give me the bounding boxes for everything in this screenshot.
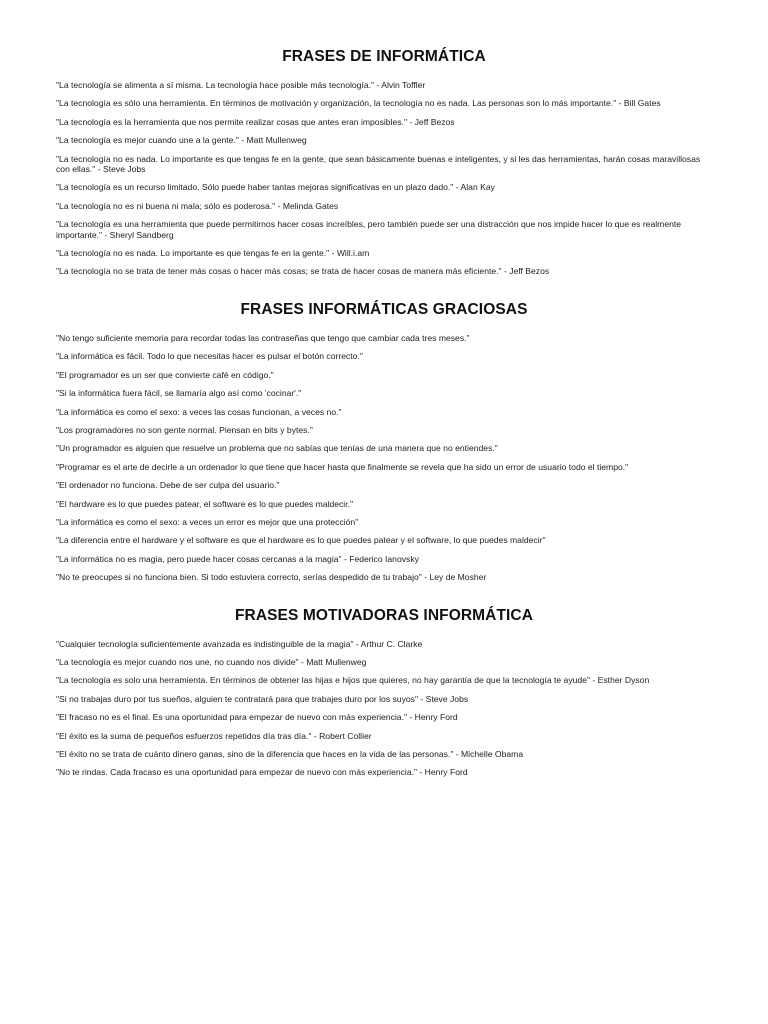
quote-item: "El fracaso no es el final. Es una oportunidad para empezar de nuevo con más experiencia." - Henry Ford [56,712,458,723]
quote-item: "La tecnología se alimenta a sí misma. La tecnología hace posible más tecnología." - Alvin Toffler [56,80,426,90]
section-frases-de-informatica [56,46,712,277]
quote-item: "No te preocupes si no funciona bien. Si todo estuviera correcto, serías despedido de tu trabajo" - Ley de Mosher [56,572,487,583]
quote-item: "La tecnología es mejor cuando nos une, no cuando nos divide" - Matt Mullenweg [56,656,367,667]
quote-item: "Los programadores no son gente normal. Piensan en bits y bytes." [56,424,313,435]
quote-item: "La tecnología es solo una herramienta. En términos de obtener las hijas e hijos que quieres, no hay garantía de que la tecnología te ayude" - Esther Dyson [56,675,650,686]
quote-item: "La tecnología es sólo una herramienta. En términos de motivación y organización, la tecnología no es nada. Las personas son lo más importante." - Bill Gates [56,98,661,109]
quote-item: "La informática es como el sexo: a veces un error es mejor que una protección" [56,516,359,527]
quote-item: "Cualquier tecnología suficientemente avanzada es indistinguible de la magia" - Arthur C. Clarke [56,638,423,649]
quote-item: "La tecnología no se trata de tener más cosas o hacer más cosas; se trata de hacer cosas de manera más eficiente." - Jeff Bezos [56,266,550,277]
quote-item: "El ordenador no funciona. Debe de ser culpa del usuario." [56,480,280,491]
quote-list [56,333,712,583]
section-title: FRASES INFORMÁTICAS GRACIOSAS [240,300,528,318]
quote-item: "Un programador es alguien que resuelve un problema que no sabías que tenías de una manera que no entiendes." [56,443,498,454]
quote-item: "La tecnología es un recurso limitado. Sólo puede haber tantas mejoras significativas en un plazo dado." - Alan Kay [56,182,495,193]
quote-item: "La tecnología no es nada. Lo importante es que tengas fe en la gente, que sean básicamente buenas e inteligentes, y si les das herramientas, harán cosas maravillosas con ellas." - Steve Jobs [56,153,701,175]
quote-item: "El éxito no se trata de cuánto dinero ganas, sino de la diferencia que haces en la vida de las personas." - Michelle Obama [56,749,524,759]
quote-item: "No te rindas. Cada fracaso es una oportunidad para empezar de nuevo con más experiencia." - Henry Ford [56,767,468,778]
section-frases-informaticas-graciosas [56,299,712,583]
section-title: FRASES DE INFORMÁTICA [282,48,486,65]
quote-item: "Si no trabajas duro por tus sueños, alguien te contratará para que trabajes duro por los suyos" - Steve Jobs [56,693,469,704]
quote-item: "La tecnología no es nada. Lo importante es que tengas fe en la gente." - Will.i.am [56,248,370,259]
quote-item: "No tengo suficiente memoria para recordar todas las contraseñas que tengo que cambiar cada tres meses." [56,332,470,343]
quote-item: "El programador es un ser que convierte café en código." [56,369,274,380]
quote-item: "El éxito es la suma de pequeños esfuerzos repetidos día tras día." - Robert Collier [56,730,372,741]
quote-item: "La tecnología es mejor cuando une a la gente." - Matt Mullenweg [56,135,307,146]
quote-item: "La informática es como el sexo: a veces las cosas funcionan, a veces no." [56,406,342,417]
quote-item: "El hardware es lo que puedes patear, el software es lo que puedes maldecir." [56,498,354,509]
quote-item: "Programar es el arte de decirle a un ordenador lo que tiene que hacer hasta que finalmente se revela que ha sido un error de usuario todo el tiempo." [56,461,629,472]
quote-item: "La informática no es magia, pero puede hacer cosas cercanas a la magia" - Federico Ianovsky [56,553,419,564]
quote-item: "La informática es fácil. Todo lo que necesitas hacer es pulsar el botón correcto." [56,351,363,362]
quote-list [56,639,712,778]
quote-item: "La diferencia entre el hardware y el software es que el hardware es lo que puedes patear y el software, lo que puedes maldecir" [56,535,546,546]
quote-item: "La tecnología es una herramienta que puede permitirnos hacer cosas increíbles, pero también puede ser una distracción que nos impide hacer lo que es realmente importante." - Sheryl Sandberg [56,219,682,240]
quote-item: "Si la informática fuera fácil, se llamaría algo así como 'cocinar'." [56,388,302,399]
quote-item: "La tecnología es la herramienta que nos permite realizar cosas que antes eran imposibles." - Jeff Bezos [56,116,455,127]
quote-list [56,80,712,277]
section-frases-motivadoras-informatica [56,605,712,778]
section-title: FRASES MOTIVADORAS INFORMÁTICA [234,606,534,624]
quote-item: "La tecnología no es ni buena ni mala; sólo es poderosa." - Melinda Gates [56,200,339,211]
